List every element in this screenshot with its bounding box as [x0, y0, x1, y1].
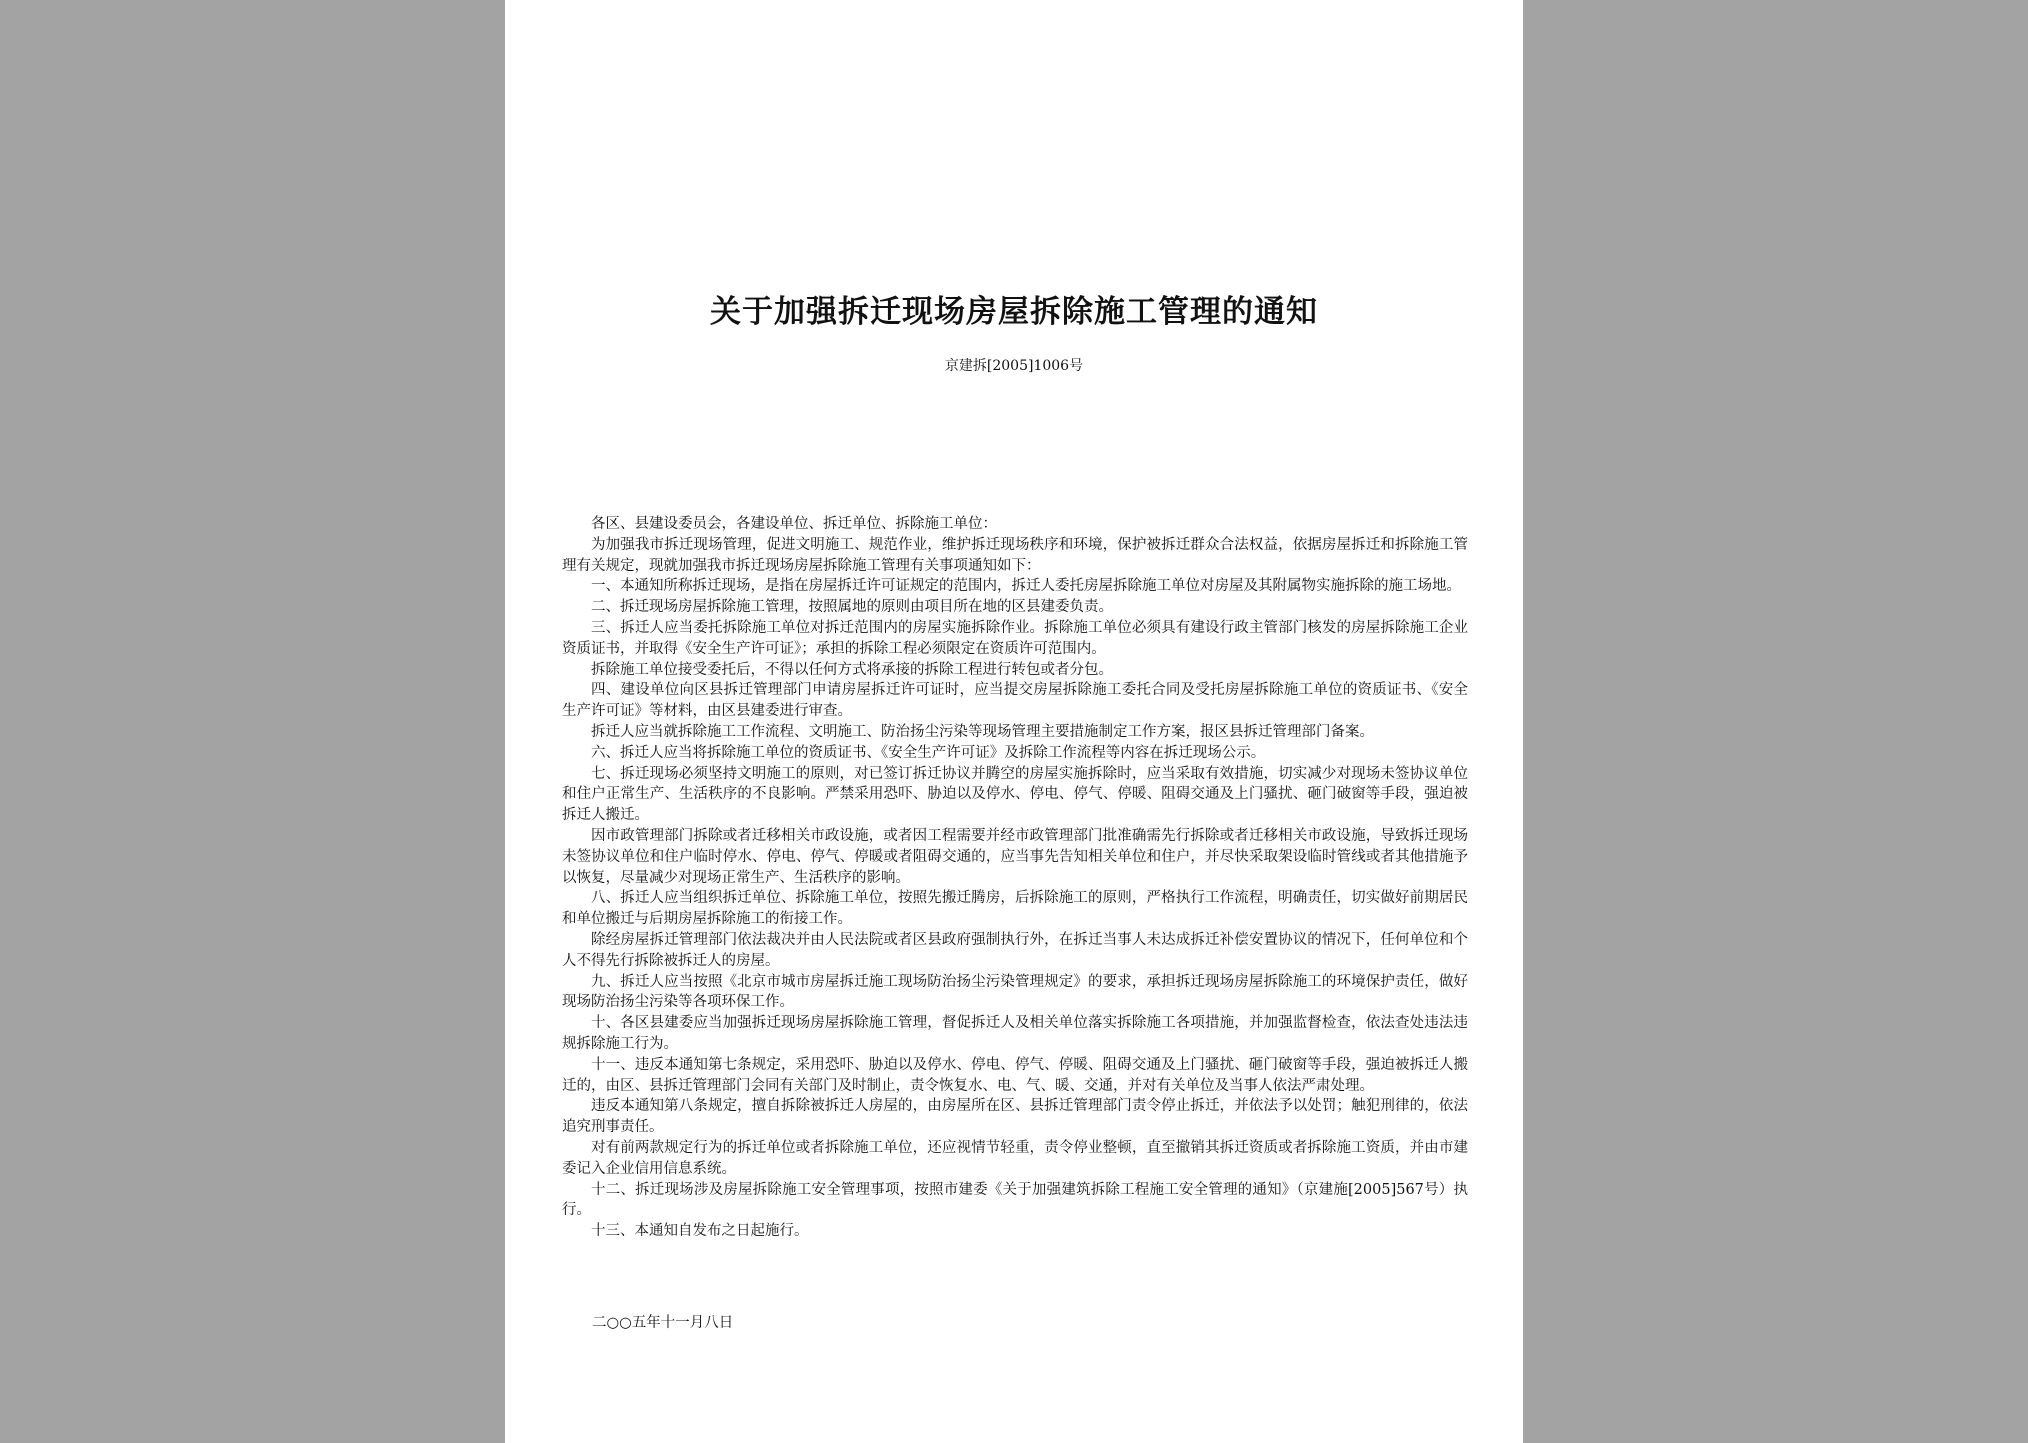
paragraph: 四、建设单位向区县拆迁管理部门申请房屋拆迁许可证时，应当提交房屋拆除施工委托合同及受托房屋拆除施工单位的资质证书、《安全生产许可证》等材料，由区县建委进行审查。: [562, 682, 1468, 720]
paragraph: 八、拆迁人应当组织拆迁单位、拆除施工单位，按照先搬迁腾房，后拆除施工的原则，严格执行工作流程，明确责任，切实做好前期居民和单位搬迁与后期房屋拆除施工的衔接工作。: [562, 890, 1468, 928]
paragraph: 拆迁人应当就拆除施工工作流程、文明施工、防治扬尘污染等现场管理主要措施制定工作方案，报区县拆迁管理部门备案。: [591, 723, 1374, 740]
paragraph: 拆除施工单位接受委托后，不得以任何方式将承接的拆除工程进行转包或者分包。: [591, 661, 1113, 678]
paragraph: 六、拆迁人应当将拆除施工单位的资质证书、《安全生产许可证》及拆除工作流程等内容在拆迁现场公示。: [591, 744, 1266, 761]
paragraph: 因市政管理部门拆除或者迁移相关市政设施，或者因工程需要并经市政管理部门批准确需先行拆除或者迁移相关市政设施，导致拆迁现场未签协议单位和住户临时停水、停电、停气、停暖或者阻碍交通的，应当事先告知相关单位和住户，并尽快采取架设临时管线或者其他措施予以恢复，尽量减少对现场正常生产、生活秩序的影响。: [562, 827, 1468, 886]
paragraph: 对有前两款规定行为的拆迁单位或者拆除施工单位，还应视情节轻重，责令停业整顿，直至撤销其拆迁资质或者拆除施工资质，并由市建委记入企业信用信息系统。: [562, 1139, 1468, 1177]
paragraph: 二、拆迁现场房屋拆除施工管理，按照属地的原则由项目所在地的区县建委负责。: [591, 599, 1113, 616]
paragraph: 九、拆迁人应当按照《北京市城市房屋拆迁施工现场防治扬尘污染管理规定》的要求，承担拆迁现场房屋拆除施工的环境保护责任，做好现场防治扬尘污染等各项环保工作。: [562, 973, 1468, 1011]
paragraph: 十三、本通知自发布之日起施行。: [591, 1223, 809, 1240]
document-number: 京建拆[2005]1006号: [944, 358, 1084, 374]
document-page: [505, 0, 1523, 1443]
paragraph: 各区、县建设委员会，各建设单位、拆迁单位、拆除施工单位：: [591, 516, 997, 532]
document-title: 关于加强拆迁现场房屋拆除施工管理的通知: [710, 294, 1318, 330]
paragraph: 一、本通知所称拆迁现场，是指在房屋拆迁许可证规定的范围内，拆迁人委托房屋拆除施工单位对房屋及其附属物实施拆除的施工场地。: [591, 578, 1461, 595]
paragraph: 除经房屋拆迁管理部门依法裁决并由人民法院或者区县政府强制执行外，在拆迁当事人未达成拆迁补偿安置协议的情况下，任何单位和个人不得先行拆除被拆迁人的房屋。: [562, 931, 1468, 969]
paragraph: 十二、拆迁现场涉及房屋拆除施工安全管理事项，按照市建委《关于加强建筑拆除工程施工安全管理的通知》（京建施[2005]567号）执行。: [562, 1181, 1468, 1219]
paragraph: 七、拆迁现场必须坚持文明施工的原则，对已签订拆迁协议并腾空的房屋实施拆除时，应当采取有效措施，切实减少对现场未签协议单位和住户正常生产、生活秩序的不良影响。严禁采用恐吓、胁迫以及停水、停电、停气、停暖、阻碍交通及上门骚扰、砸门破窗等手段，强迫被拆迁人搬迁。: [562, 765, 1468, 824]
paragraph: 为加强我市拆迁现场管理，促进文明施工、规范作业，维护拆迁现场秩序和环境，保护被拆迁群众合法权益，依据房屋拆迁和拆除施工管理有关规定，现就加强我市拆迁现场房屋拆除施工管理有关事项通知如下：: [562, 536, 1468, 574]
paragraph: 十、各区县建委应当加强拆迁现场房屋拆除施工管理，督促拆迁人及相关单位落实拆除施工各项措施，并加强监督检查，依法查处违法违规拆除施工行为。: [562, 1015, 1468, 1052]
paragraph: 三、拆迁人应当委托拆除施工单位对拆迁范围内的房屋实施拆除作业。拆除施工单位必须具有建设行政主管部门核发的房屋拆除施工企业资质证书，并取得《安全生产许可证》；承担的拆除工程必须限定在资质许可范围内。: [562, 619, 1468, 657]
issue-date: 二○○五年十一月八日: [592, 1315, 734, 1331]
document-body: [562, 514, 1468, 1242]
paragraph: 十一、违反本通知第七条规定，采用恐吓、胁迫以及停水、停电、停气、停暖、阻碍交通及上门骚扰、砸门破窗等手段，强迫被拆迁人搬迁的，由区、县拆迁管理部门会同有关部门及时制止，责令恢复水、电、气、暖、交通，并对有关单位及当事人依法严肃处理。: [562, 1056, 1468, 1094]
paragraph: 违反本通知第八条规定，擅自拆除被拆迁人房屋的，由房屋所在区、县拆迁管理部门责令停止拆迁，并依法予以处罚；触犯刑律的，依法追究刑事责任。: [562, 1098, 1468, 1136]
